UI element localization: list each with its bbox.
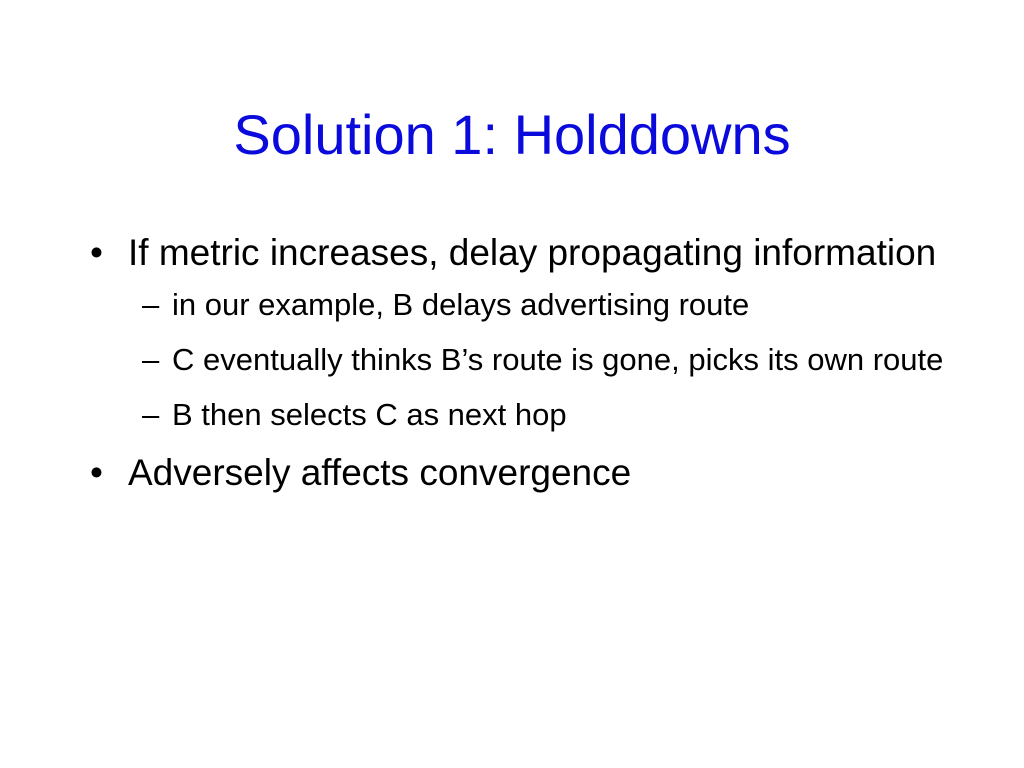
bullet-item [90, 450, 970, 495]
sub-bullet-text: C eventually thinks B’s route is gone, picks its own route [172, 342, 944, 377]
dash-marker: – [142, 397, 160, 432]
sub-bullet-item [90, 395, 970, 434]
sub-bullet-text: in our example, B delays advertising route [172, 287, 750, 322]
bullet-text: Adversely affects convergence [128, 452, 632, 493]
sub-bullet-item [90, 340, 970, 379]
sub-bullet-item [90, 285, 970, 324]
bullet-marker: • [90, 452, 103, 493]
bullet-text: If metric increases, delay propagating information [128, 232, 937, 273]
dash-marker: – [142, 342, 160, 377]
dash-marker: – [142, 287, 160, 322]
slide-title: Solution 1: Holddowns [233, 103, 791, 166]
bullet-list [90, 230, 970, 505]
sub-bullet-text: B then selects C as next hop [172, 397, 567, 432]
bullet-marker: • [90, 232, 103, 273]
bullet-item [90, 230, 970, 275]
sub-bullet-list [90, 285, 970, 434]
